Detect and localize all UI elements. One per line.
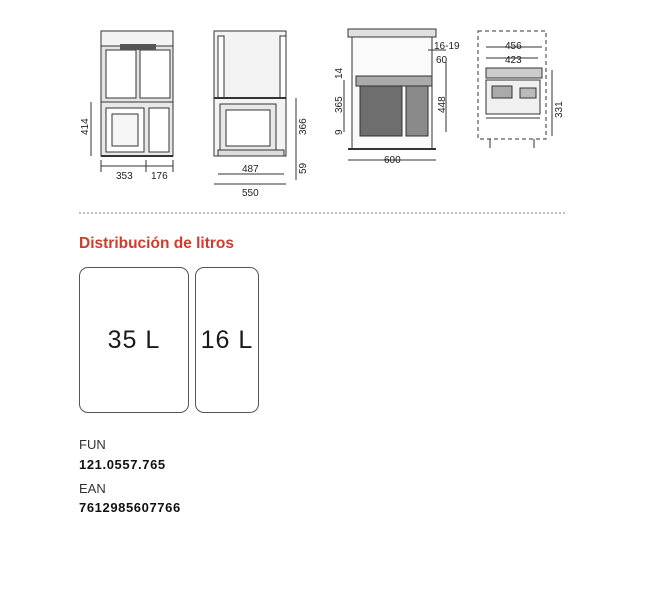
dim-top-60: 60 — [436, 55, 448, 66]
dotted-divider — [79, 212, 565, 214]
section-title: Distribución de litros — [79, 235, 235, 252]
dim-side-depth-inner: 487 — [242, 164, 259, 175]
technical-drawings — [0, 0, 664, 200]
dim-top-448: 448 — [437, 96, 448, 113]
dim-side-base: 59 — [298, 162, 309, 174]
fun-label: FUN — [79, 437, 106, 452]
top-view-drawing — [344, 29, 446, 160]
dim-front-width-left: 353 — [116, 171, 133, 182]
dim-top-offset: 16-19 — [434, 41, 460, 52]
drawings-svg — [0, 0, 664, 200]
dim-front-width-right: 176 — [151, 171, 168, 182]
dim-top-width: 600 — [384, 155, 401, 166]
dim-top-365: 365 — [334, 96, 345, 113]
fun-value: 121.0557.765 — [79, 457, 166, 472]
bin-35-l — [79, 267, 189, 413]
dim-section-inner: 423 — [505, 55, 522, 66]
bin-label: 16 L — [200, 325, 254, 354]
ean-value: 7612985607766 — [79, 500, 181, 515]
dim-top-14: 14 — [334, 67, 345, 79]
ean-label: EAN — [79, 481, 106, 496]
front-view-drawing — [91, 31, 173, 172]
side-view-drawing — [214, 31, 296, 184]
dim-front-height: 414 — [80, 118, 91, 135]
dim-top-9: 9 — [334, 129, 345, 135]
dim-section-outer: 456 — [505, 41, 522, 52]
bin-label: 35 L — [107, 325, 161, 354]
dim-side-height: 366 — [298, 118, 309, 135]
dim-side-depth-outer: 550 — [242, 188, 259, 199]
dim-section-height: 331 — [554, 101, 565, 118]
bin-16-l — [195, 267, 259, 413]
